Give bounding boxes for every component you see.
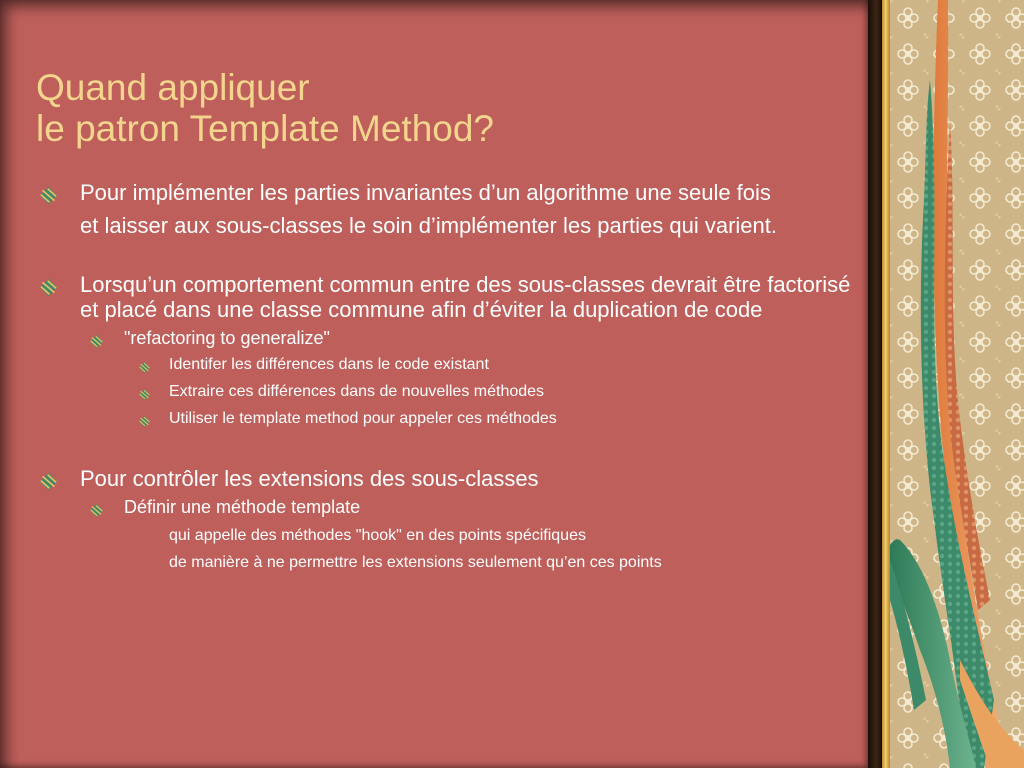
bullet-1	[40, 180, 856, 205]
bullet-2-sub-item-2	[40, 382, 856, 401]
gold-accent-bar	[882, 0, 890, 768]
bullet-icon	[40, 276, 57, 293]
slide-title	[36, 67, 836, 149]
floral-decoration	[890, 0, 1024, 768]
bullet-icon	[139, 386, 150, 397]
bullet-3-text: Pour contrôler les extensions des sous-classes	[80, 466, 539, 491]
bullet-icon	[90, 332, 103, 345]
bullet-icon	[139, 413, 150, 424]
bullet-2-sub-item-3-text: Utiliser le template method pour appeler ces méthodes	[169, 410, 557, 427]
bullet-1-text: Pour implémenter les parties invariantes d’un algorithme une seule fois	[80, 180, 771, 205]
bullet-3-sub-continuation-1: qui appelle des méthodes "hook" en des points spécifiques	[169, 527, 586, 544]
bullet-icon	[40, 184, 57, 201]
bullet-2-sub-text: "refactoring to generalize"	[124, 328, 330, 348]
bullet-2-sub-item-1	[40, 355, 856, 374]
decorative-panel	[890, 0, 1024, 768]
bullet-2-text: Lorsqu’un comportement commun entre des sous-classes devrait être factorisé et placé dans une classe commune afin d’éviter la duplication de code	[80, 272, 851, 322]
bullet-1-continuation: et laisser aux sous-classes le soin d’implémenter les parties qui varient.	[80, 213, 777, 238]
bullet-2-sub-item-1-text: Identifer les différences dans le code existant	[169, 356, 489, 373]
bullet-3	[40, 466, 856, 491]
bullet-3-sub	[40, 497, 856, 518]
bullet-2	[40, 272, 856, 322]
frame-divider	[868, 0, 882, 768]
bullet-2-sub-item-2-text: Extraire ces différences dans de nouvelles méthodes	[169, 383, 545, 400]
bullet-3-sub-continuation-2: de manière à ne permettre les extensions seulement qu’en ces points	[169, 554, 662, 571]
slide-body	[40, 180, 856, 572]
bullet-2-sub	[40, 328, 856, 349]
title-line-1: Quand appliquer	[36, 66, 310, 108]
bullet-icon	[90, 501, 103, 514]
bullet-3-sub-text: Définir une méthode template	[124, 497, 361, 517]
bullet-icon	[40, 470, 57, 487]
bullet-2-sub-item-3	[40, 409, 856, 428]
title-line-2: le patron Template Method?	[36, 107, 495, 149]
bullet-icon	[139, 359, 150, 370]
